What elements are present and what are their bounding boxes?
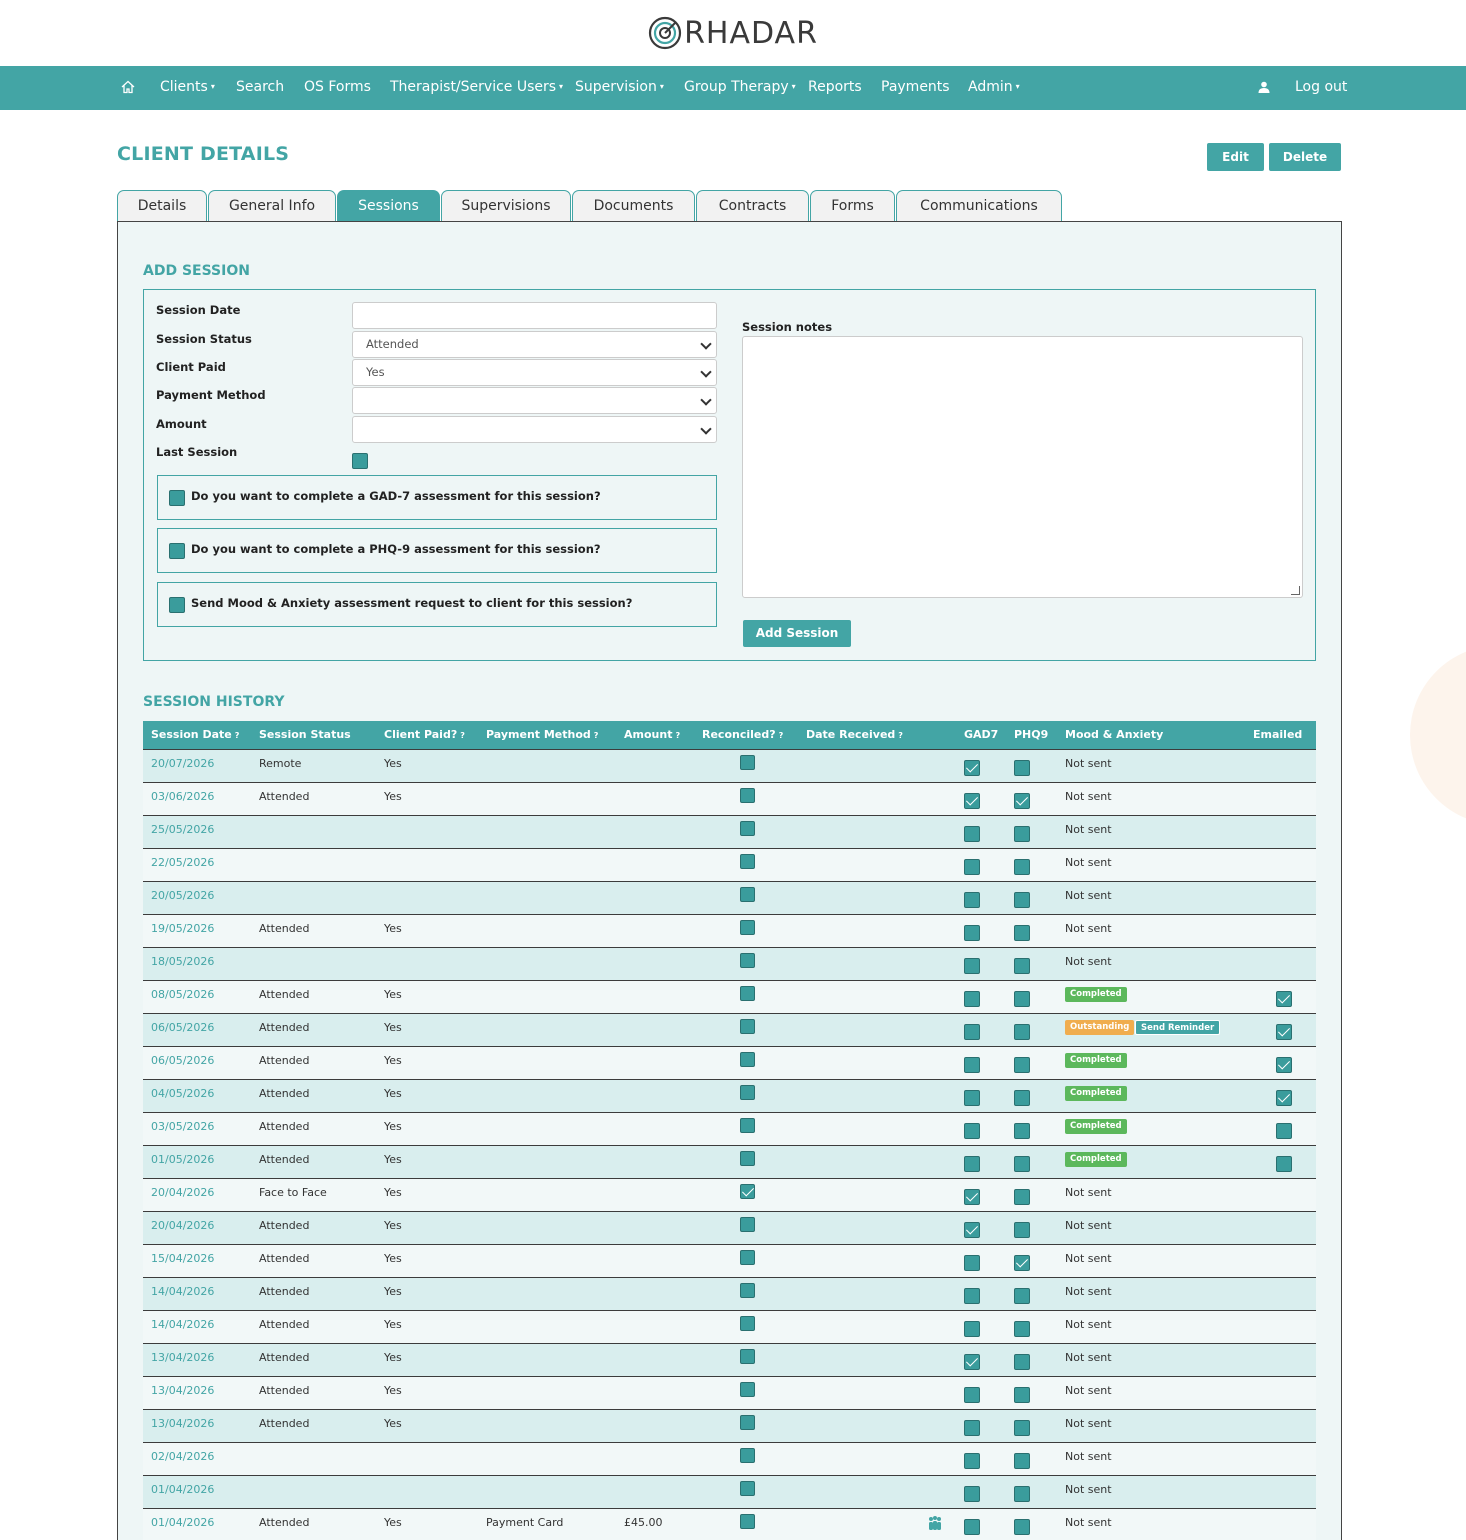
edit-button[interactable]: Edit [1207,143,1264,171]
row-client-paid: Yes [384,1153,402,1166]
row-session-status: Attended [259,1516,310,1529]
row-emailed-checkbox[interactable] [1276,1057,1292,1073]
row-session-date-link[interactable]: 01/05/2026 [151,1153,215,1166]
row-client-paid: Yes [384,1384,402,1397]
client-paid-value: Yes [366,365,385,379]
row-gad7-checkbox[interactable] [964,958,980,974]
nav-payments[interactable] [881,66,950,110]
help-icon: ? [675,731,681,740]
row-gad7-checkbox[interactable] [964,1519,980,1535]
table-row [143,1211,1316,1244]
col-client-paid [384,721,465,749]
table-row [143,1145,1316,1178]
tab-communications[interactable]: Communications [896,190,1062,221]
row-session-date-link[interactable]: 03/06/2026 [151,790,215,803]
row-reconciled-checkbox[interactable] [740,1250,755,1265]
row-reconciled-checkbox[interactable] [740,821,755,836]
chevron-down-icon: ▾ [659,82,664,91]
table-row [143,1376,1316,1409]
mood-status-text: Not sent [1065,1483,1112,1496]
tab-details[interactable]: Details [117,190,207,221]
row-phq9-checkbox[interactable] [1014,991,1030,1007]
row-gad7-checkbox[interactable] [964,760,980,776]
row-phq9-checkbox[interactable] [1014,1321,1030,1337]
row-reconciled-checkbox[interactable] [740,1184,755,1199]
mood-anxiety-checkbox[interactable] [169,597,185,613]
col-gad7: GAD7 [964,728,999,741]
radar-logo-icon [648,16,682,50]
resize-handle-icon[interactable] [1291,586,1300,595]
help-icon: ? [460,731,465,740]
row-reconciled-checkbox[interactable] [740,986,755,1001]
row-session-status: Attended [259,1219,310,1232]
logo-bar [0,0,1466,66]
row-emailed-checkbox[interactable] [1276,1090,1292,1106]
help-icon: ? [593,731,599,740]
row-phq9-checkbox[interactable] [1014,1156,1030,1172]
row-reconciled-checkbox[interactable] [740,1151,755,1166]
nav-admin[interactable] [968,66,1020,110]
row-phq9-checkbox[interactable] [1014,1222,1030,1238]
send-reminder-button[interactable]: Send Reminder [1135,1020,1220,1035]
row-client-paid: Yes [384,1120,402,1133]
nav-therapist-label: Therapist/Service Users [390,79,557,95]
row-phq9-checkbox[interactable] [1014,925,1030,941]
table-header [143,721,1316,749]
nav-os-forms[interactable] [304,66,371,110]
session-status-value: Attended [366,337,419,351]
mood-status-badge: Completed [1065,1086,1127,1101]
row-session-status: Attended [259,1318,310,1331]
table-row [143,1244,1316,1277]
row-phq9-checkbox[interactable] [1014,1189,1030,1205]
table-row [143,1475,1316,1508]
mood-status-badge: Completed [1065,1119,1127,1134]
row-reconciled-checkbox[interactable] [740,1316,755,1331]
nav-search[interactable] [236,66,284,110]
table-row [143,782,1316,815]
row-reconciled-checkbox[interactable] [740,1349,755,1364]
mood-status-text: Not sent [1065,1318,1112,1331]
add-session-title: ADD SESSION [143,263,250,279]
row-gad7-checkbox[interactable] [964,925,980,941]
payment-method-label: Payment Method [156,388,266,402]
row-session-date-link[interactable]: 15/04/2026 [151,1252,215,1265]
gad7-option-text: Do you want to complete a GAD-7 assessment for this session? [191,489,601,503]
row-session-status: Attended [259,1120,310,1133]
logout-link[interactable]: Log out [1295,79,1348,95]
tab-supervisions[interactable]: Supervisions [441,190,571,221]
row-emailed-checkbox[interactable] [1276,991,1292,1007]
row-session-date-link[interactable]: 18/05/2026 [151,955,215,968]
row-phq9-checkbox[interactable] [1014,1024,1030,1040]
row-reconciled-checkbox[interactable] [740,1019,755,1034]
row-session-date-link[interactable]: 22/05/2026 [151,856,215,869]
mood-status-text: Not sent [1065,1285,1112,1298]
session-notes-textarea[interactable] [742,336,1303,598]
col-mood-anxiety: Mood & Anxiety [1065,728,1164,741]
row-phq9-checkbox[interactable] [1014,1453,1030,1469]
row-client-paid: Yes [384,988,402,1001]
mood-status-text: Not sent [1065,757,1112,770]
col-phq9: PHQ9 [1014,728,1049,741]
row-client-paid: Yes [384,1021,402,1034]
row-emailed-checkbox[interactable] [1276,1123,1292,1139]
table-row [143,1079,1316,1112]
mood-status-text: Not sent [1065,1186,1112,1199]
logo[interactable] [648,16,818,51]
row-session-status: Attended [259,1252,310,1265]
col-session-date-label: Session Date [151,728,232,741]
row-amount: £45.00 [624,1516,663,1529]
row-phq9-checkbox[interactable] [1014,793,1030,809]
logo-text: RHADAR [684,15,818,51]
row-gad7-checkbox[interactable] [964,1255,980,1271]
row-session-status: Attended [259,988,310,1001]
row-client-paid: Yes [384,1186,402,1199]
row-session-status: Attended [259,922,310,935]
row-session-date-link[interactable]: 25/05/2026 [151,823,215,836]
row-session-date-link[interactable]: 13/04/2026 [151,1417,215,1430]
mood-status-text: Not sent [1065,1351,1112,1364]
nav-search-label: Search [236,79,285,95]
row-client-paid: Yes [384,1252,402,1265]
row-reconciled-checkbox[interactable] [740,953,755,968]
user-icon[interactable] [1258,66,1270,110]
table-row [143,1442,1316,1475]
nav-reports[interactable] [808,66,862,110]
col-amount-label: Amount [624,728,673,741]
row-gad7-checkbox[interactable] [964,1453,980,1469]
row-phq9-checkbox[interactable] [1014,1090,1030,1106]
nav-clients-label: Clients [160,79,208,95]
col-emailed: Emailed [1253,728,1303,741]
nav-os-forms-label: OS Forms [304,79,371,95]
row-reconciled-checkbox[interactable] [740,1217,755,1232]
row-reconciled-checkbox[interactable] [740,1085,755,1100]
row-session-date-link[interactable]: 08/05/2026 [151,988,215,1001]
row-gad7-checkbox[interactable] [964,793,980,809]
row-client-paid: Yes [384,1351,402,1364]
row-session-date-link[interactable]: 01/04/2026 [151,1516,215,1529]
mood-status-badge: Completed [1065,1053,1127,1068]
row-reconciled-checkbox[interactable] [740,1283,755,1298]
table-row [143,815,1316,848]
mood-status-text: Not sent [1065,823,1112,836]
row-session-date-link[interactable]: 01/04/2026 [151,1483,215,1496]
row-reconciled-checkbox[interactable] [740,788,755,803]
row-emailed-checkbox[interactable] [1276,1024,1292,1040]
client-paid-select[interactable] [352,359,717,386]
col-payment-method-label: Payment Method [486,728,591,741]
row-gad7-checkbox[interactable] [964,1420,980,1436]
table-row [143,914,1316,947]
col-reconciled-label: Reconciled? [702,728,776,741]
row-reconciled-checkbox[interactable] [740,1118,755,1133]
mood-status-text: Not sent [1065,1516,1112,1529]
row-phq9-checkbox[interactable] [1014,1519,1030,1535]
mood-status-text: Not sent [1065,790,1112,803]
mood-status-badge: Completed [1065,1152,1127,1167]
add-session-button[interactable]: Add Session [743,620,851,647]
row-client-paid: Yes [384,1087,402,1100]
row-reconciled-checkbox[interactable] [740,755,755,770]
phq9-checkbox[interactable] [169,543,185,559]
main-navbar [0,66,1466,110]
mood-anxiety-option-text: Send Mood & Anxiety assessment request to client for this session? [191,596,633,610]
row-gad7-checkbox[interactable] [964,1090,980,1106]
amount-select[interactable] [352,416,717,443]
table-row [143,749,1316,782]
table-row [143,848,1316,881]
row-gad7-checkbox[interactable] [964,1486,980,1502]
row-gad7-checkbox[interactable] [964,1354,980,1370]
mood-status-badge: Completed [1065,987,1127,1002]
client-paid-label: Client Paid [156,360,226,374]
row-phq9-checkbox[interactable] [1014,1255,1030,1271]
row-client-paid: Yes [384,1285,402,1298]
mood-status-text: Not sent [1065,955,1112,968]
amount-label: Amount [156,417,207,431]
row-gad7-checkbox[interactable] [964,991,980,1007]
help-icon: ? [778,731,784,740]
mood-status-text: Not sent [1065,856,1112,869]
gad7-checkbox[interactable] [169,490,185,506]
row-session-date-link[interactable]: 20/04/2026 [151,1219,215,1232]
row-phq9-checkbox[interactable] [1014,892,1030,908]
row-session-date-link[interactable]: 20/05/2026 [151,889,215,902]
nav-supervision[interactable] [575,66,664,110]
nav-supervision-label: Supervision [575,79,657,95]
row-session-date-link[interactable]: 14/04/2026 [151,1318,215,1331]
row-reconciled-checkbox[interactable] [740,1415,755,1430]
session-notes-label: Session notes [742,320,833,334]
row-session-status: Attended [259,1054,310,1067]
mood-status-text: Not sent [1065,922,1112,935]
row-session-status: Attended [259,1087,310,1100]
table-row [143,980,1316,1013]
row-reconciled-checkbox[interactable] [740,1448,755,1463]
session-status-select[interactable] [352,331,717,358]
row-client-paid: Yes [384,922,402,935]
row-phq9-checkbox[interactable] [1014,1288,1030,1304]
col-client-paid-label: Client Paid? [384,728,458,741]
row-client-paid: Yes [384,757,402,770]
table-row [143,947,1316,980]
row-gad7-checkbox[interactable] [964,1288,980,1304]
table-row [143,1046,1316,1079]
nav-group-therapy-label: Group Therapy [684,79,789,95]
row-session-date-link[interactable]: 20/07/2026 [151,757,215,770]
tab-contracts[interactable]: Contracts [696,190,809,221]
row-session-status: Attended [259,1285,310,1298]
page-title: CLIENT DETAILS [117,143,290,165]
col-date-received [806,721,903,749]
row-session-date-link[interactable]: 06/05/2026 [151,1021,215,1034]
row-phq9-checkbox[interactable] [1014,859,1030,875]
last-session-checkbox[interactable] [352,453,368,469]
gad7-assessment-option [157,475,717,520]
row-reconciled-checkbox[interactable] [740,887,755,902]
session-history-title: SESSION HISTORY [143,694,285,710]
row-emailed-checkbox[interactable] [1276,1156,1292,1172]
col-amount [624,721,680,749]
phq9-option-text: Do you want to complete a PHQ-9 assessment for this session? [191,542,601,556]
chevron-down-icon [700,423,711,434]
chevron-down-icon: ▾ [210,82,215,91]
row-client-paid: Yes [384,1417,402,1430]
row-reconciled-checkbox[interactable] [740,1052,755,1067]
nav-payments-label: Payments [881,79,950,95]
row-session-status: Attended [259,790,310,803]
row-phq9-checkbox[interactable] [1014,1387,1030,1403]
table-row [143,881,1316,914]
row-gad7-checkbox[interactable] [964,1057,980,1073]
row-session-date-link[interactable]: 02/04/2026 [151,1450,215,1463]
nav-group-therapy[interactable] [684,66,796,110]
row-session-date-link[interactable]: 14/04/2026 [151,1285,215,1298]
row-gad7-checkbox[interactable] [964,859,980,875]
table-row [143,1277,1316,1310]
group-users-icon[interactable] [927,1515,943,1535]
row-gad7-checkbox[interactable] [964,1123,980,1139]
row-phq9-checkbox[interactable] [1014,760,1030,776]
chevron-down-icon: ▾ [791,82,796,91]
row-client-paid: Yes [384,1219,402,1232]
mood-anxiety-option [157,582,717,627]
row-gad7-checkbox[interactable] [964,1024,980,1040]
nav-clients[interactable] [160,66,215,110]
table-row [143,1508,1316,1540]
row-client-paid: Yes [384,790,402,803]
row-reconciled-checkbox[interactable] [740,1514,755,1529]
row-session-date-link[interactable]: 20/04/2026 [151,1186,215,1199]
nav-admin-label: Admin [968,79,1013,95]
mood-status-text: Not sent [1065,1384,1112,1397]
row-session-status: Attended [259,1351,310,1364]
home-icon[interactable] [121,66,135,110]
help-icon: ? [234,731,240,740]
chevron-down-icon [700,338,711,349]
row-phq9-checkbox[interactable] [1014,1420,1030,1436]
row-session-date-link[interactable]: 19/05/2026 [151,922,215,935]
row-gad7-checkbox[interactable] [964,1387,980,1403]
help-icon: ? [898,731,903,740]
table-row [143,1178,1316,1211]
phq9-assessment-option [157,528,717,573]
row-gad7-checkbox[interactable] [964,1321,980,1337]
row-phq9-checkbox[interactable] [1014,1486,1030,1502]
row-session-status: Attended [259,1021,310,1034]
mood-status-text: Not sent [1065,1450,1112,1463]
last-session-label: Last Session [156,445,238,459]
delete-button[interactable]: Delete [1269,143,1341,171]
session-date-label: Session Date [156,303,241,317]
row-session-status: Attended [259,1384,310,1397]
row-reconciled-checkbox[interactable] [740,920,755,935]
row-phq9-checkbox[interactable] [1014,958,1030,974]
col-payment-method [486,721,598,749]
chevron-down-icon [700,394,711,405]
table-row [143,1112,1316,1145]
table-row [143,1409,1316,1442]
col-reconciled [702,721,783,749]
row-session-date-link[interactable]: 04/05/2026 [151,1087,215,1100]
row-session-status: Face to Face [259,1186,327,1199]
payment-method-select[interactable] [352,387,717,414]
table-row [143,1343,1316,1376]
row-gad7-checkbox[interactable] [964,892,980,908]
mood-status-badge: Outstanding [1065,1020,1134,1035]
row-gad7-checkbox[interactable] [964,1189,980,1205]
row-phq9-checkbox[interactable] [1014,1123,1030,1139]
mood-status-text: Not sent [1065,1417,1112,1430]
session-status-label: Session Status [156,332,252,346]
col-session-status: Session Status [259,728,351,741]
row-phq9-checkbox[interactable] [1014,826,1030,842]
row-session-date-link[interactable]: 06/05/2026 [151,1054,215,1067]
row-phq9-checkbox[interactable] [1014,1057,1030,1073]
row-client-paid: Yes [384,1318,402,1331]
row-session-date-link[interactable]: 03/05/2026 [151,1120,215,1133]
chevron-down-icon [700,366,711,377]
table-row [143,1013,1316,1046]
nav-reports-label: Reports [808,79,862,95]
tab-sessions[interactable]: Sessions [337,190,440,221]
nav-therapist-service-users[interactable] [390,66,563,110]
row-session-status: Remote [259,757,302,770]
row-phq9-checkbox[interactable] [1014,1354,1030,1370]
col-session-date[interactable] [151,721,239,749]
row-reconciled-checkbox[interactable] [740,854,755,869]
row-payment-method: Payment Card [486,1516,564,1529]
tab-documents[interactable]: Documents [572,190,695,221]
row-client-paid: Yes [384,1054,402,1067]
tab-general-info[interactable]: General Info [208,190,336,221]
decorative-circle [1410,645,1466,825]
row-reconciled-checkbox[interactable] [740,1382,755,1397]
row-client-paid: Yes [384,1516,402,1529]
row-gad7-checkbox[interactable] [964,1156,980,1172]
chevron-down-icon: ▾ [1015,82,1020,91]
session-date-input[interactable] [352,302,717,329]
row-gad7-checkbox[interactable] [964,826,980,842]
tab-forms[interactable]: Forms [810,190,895,221]
mood-status-text: Not sent [1065,889,1112,902]
mood-status-text: Not sent [1065,1252,1112,1265]
row-session-status: Attended [259,1417,310,1430]
row-session-date-link[interactable]: 13/04/2026 [151,1384,215,1397]
mood-status-text: Not sent [1065,1219,1112,1232]
table-row [143,1310,1316,1343]
row-gad7-checkbox[interactable] [964,1222,980,1238]
row-session-date-link[interactable]: 13/04/2026 [151,1351,215,1364]
chevron-down-icon: ▾ [559,82,564,91]
col-date-received-label: Date Received [806,728,896,741]
row-session-status: Attended [259,1153,310,1166]
row-reconciled-checkbox[interactable] [740,1481,755,1496]
